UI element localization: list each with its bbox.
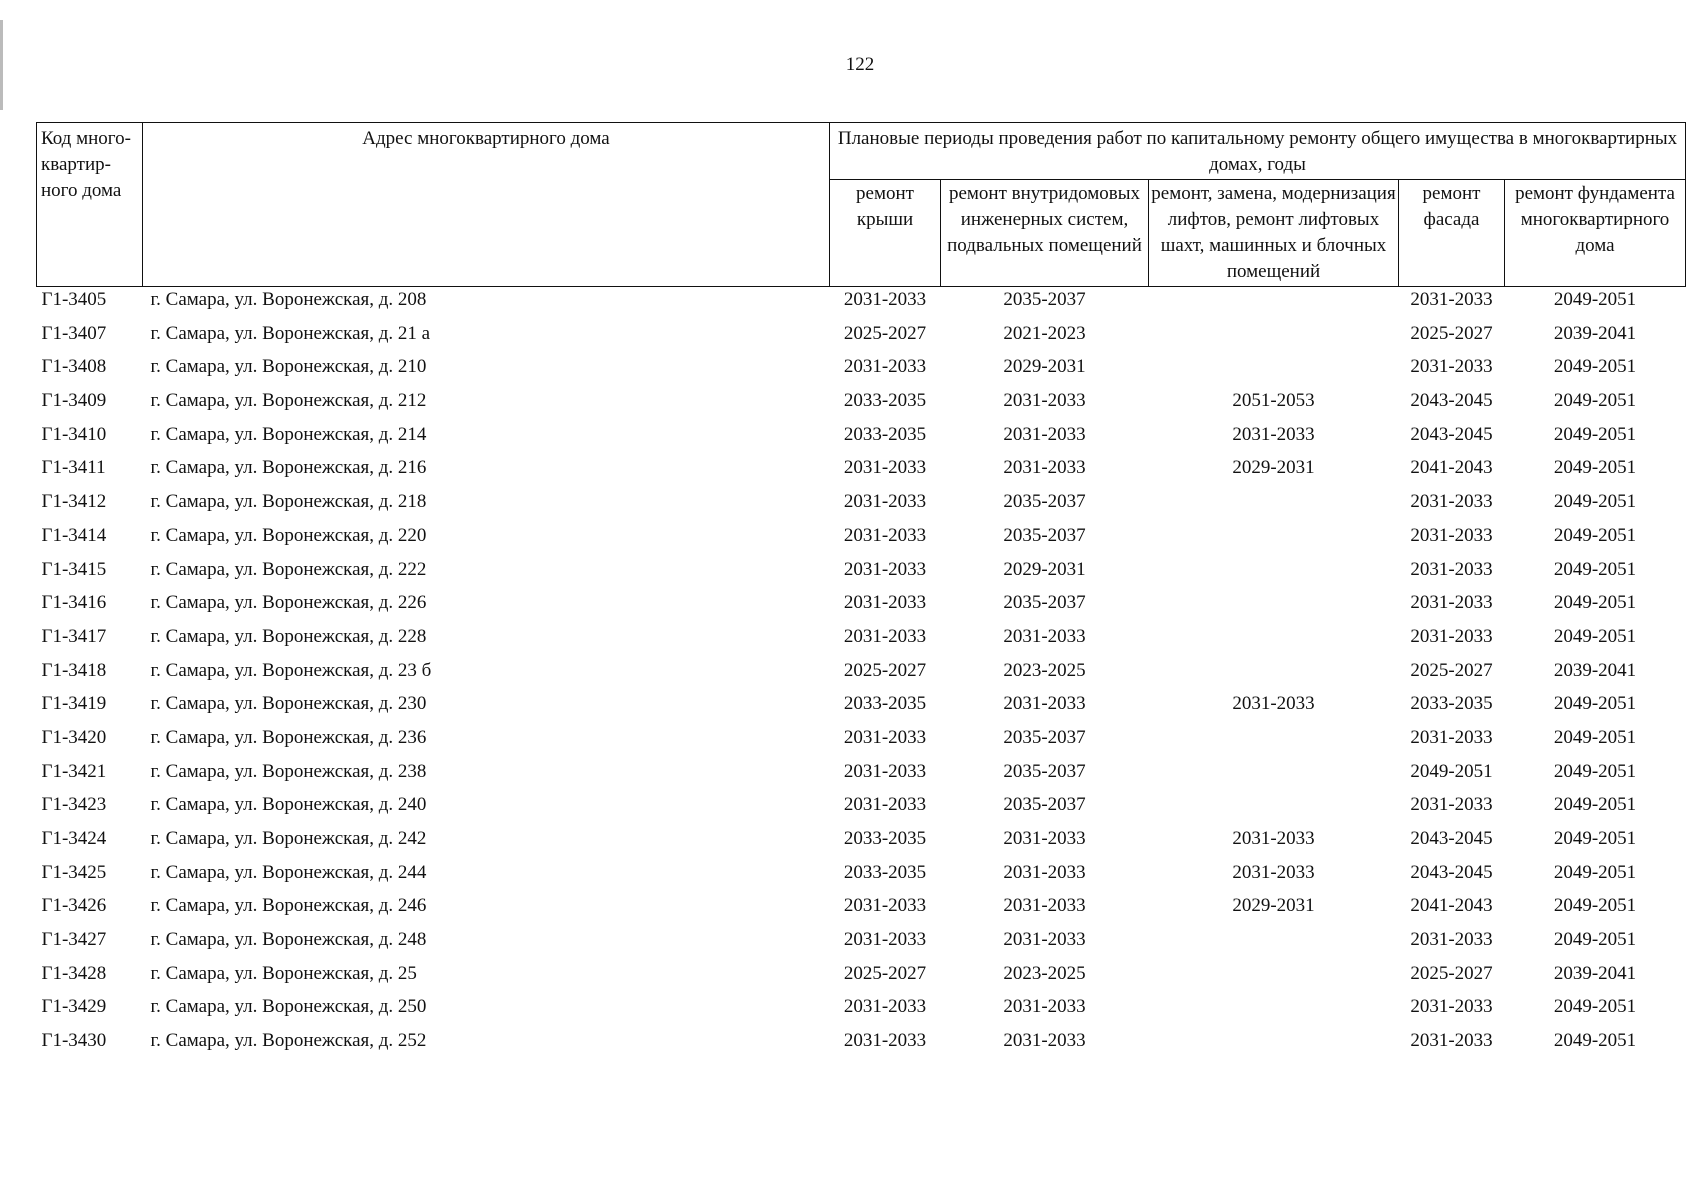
cell-facade: 2031-2033: [1410, 491, 1493, 513]
table-row: [37, 592, 1686, 626]
cell-address: г. Самара, ул. Воронежская, д. 21 а: [150, 322, 431, 344]
table-row: [37, 559, 1686, 593]
cell-facade: 2041-2043: [1410, 895, 1493, 917]
cell-facade: 2043-2045: [1410, 390, 1493, 412]
cell-roof: 2031-2033: [843, 356, 927, 378]
cell-address: г. Самара, ул. Воронежская, д. 222: [150, 558, 427, 580]
table-row: [37, 895, 1686, 929]
cell-systems: 2031-2033: [1003, 861, 1086, 883]
table-row: [37, 323, 1686, 357]
cell-foundation: 2049-2051: [1553, 828, 1637, 849]
cell-elevators: 2029-2031: [1232, 895, 1315, 917]
cell-foundation: 2049-2051: [1553, 390, 1637, 412]
cell-address: г. Самара, ул. Воронежская, д. 246: [150, 895, 427, 917]
cell-foundation: 2049-2051: [1553, 1030, 1637, 1052]
cell-address: г. Самара, ул. Воронежская, д. 238: [150, 760, 427, 782]
cell-facade: 2031-2033: [1410, 1030, 1493, 1052]
cell-code: Г1-3417: [41, 625, 107, 647]
cell-systems: 2035-2037: [1003, 794, 1086, 816]
cell-elevators: [1149, 1030, 1399, 1064]
cell-roof: 2025-2027: [843, 322, 927, 344]
cell-elevators: [1149, 963, 1399, 997]
cell-systems: 2023-2025: [1003, 962, 1086, 984]
cell-foundation: 2039-2041: [1553, 322, 1637, 344]
cell-code: Г1-3407: [41, 322, 107, 344]
cell-systems: 2031-2033: [1003, 390, 1086, 412]
cell-systems: 2031-2033: [1003, 625, 1086, 647]
cell-systems: 2031-2033: [1003, 996, 1086, 1018]
cell-address: г. Самара, ул. Воронежская, д. 210: [150, 356, 427, 378]
capital-repair-schedule-table: [36, 122, 1686, 1064]
cell-roof: 2031-2033: [843, 726, 927, 748]
cell-facade: 2031-2033: [1410, 289, 1493, 310]
cell-facade: 2031-2033: [1410, 929, 1493, 951]
table-row: [37, 424, 1686, 458]
cell-roof: 2031-2033: [843, 625, 927, 647]
cell-elevators: 2029-2031: [1232, 457, 1315, 479]
cell-foundation: 2049-2051: [1553, 693, 1637, 715]
cell-code: Г1-3411: [41, 457, 106, 479]
table-row: [37, 693, 1686, 727]
cell-roof: 2031-2033: [843, 558, 927, 580]
cell-foundation: 2049-2051: [1553, 524, 1637, 546]
column-header-roof: ремонт крыши: [830, 180, 941, 287]
cell-code: Г1-3423: [41, 794, 107, 816]
cell-facade: 2033-2035: [1410, 693, 1493, 715]
cell-facade: 2031-2033: [1410, 592, 1493, 614]
cell-roof: 2033-2035: [843, 693, 927, 715]
cell-address: г. Самара, ул. Воронежская, д. 252: [150, 1030, 427, 1052]
cell-systems: 2031-2033: [1003, 929, 1086, 951]
cell-foundation: 2049-2051: [1553, 289, 1637, 310]
cell-elevators: [1149, 996, 1399, 1030]
cell-roof: 2031-2033: [843, 1030, 927, 1052]
cell-systems: 2035-2037: [1003, 491, 1086, 513]
cell-address: г. Самара, ул. Воронежская, д. 226: [150, 592, 427, 614]
cell-roof: 2033-2035: [843, 861, 927, 883]
cell-address: г. Самара, ул. Воронежская, д. 212: [150, 390, 427, 412]
cell-code: Г1-3416: [41, 592, 107, 614]
table-row: [37, 525, 1686, 559]
cell-elevators: [1149, 727, 1399, 761]
cell-address: г. Самара, ул. Воронежская, д. 218: [150, 491, 427, 513]
cell-elevators: 2031-2033: [1232, 423, 1315, 445]
cell-facade: 2043-2045: [1410, 861, 1493, 883]
cell-facade: 2041-2043: [1410, 457, 1493, 479]
cell-foundation: 2049-2051: [1553, 457, 1637, 479]
cell-systems: 2031-2033: [1003, 423, 1086, 445]
cell-facade: 2043-2045: [1410, 828, 1493, 849]
cell-address: г. Самара, ул. Воронежская, д. 208: [150, 289, 427, 310]
cell-facade: 2031-2033: [1410, 558, 1493, 580]
cell-roof: 2033-2035: [843, 390, 927, 412]
cell-roof: 2031-2033: [843, 457, 927, 479]
column-header-code: Код много-квартир-ного дома: [37, 123, 143, 287]
cell-systems: 2029-2031: [1003, 558, 1086, 580]
table-row: [37, 996, 1686, 1030]
table-row: [37, 727, 1686, 761]
cell-systems: 2031-2033: [1003, 1030, 1086, 1052]
cell-address: г. Самара, ул. Воронежская, д. 230: [150, 693, 427, 715]
column-header-foundation: ремонт фундамента многоквартирного дома: [1505, 180, 1686, 287]
cell-address: г. Самара, ул. Воронежская, д. 25: [150, 962, 417, 984]
cell-facade: 2031-2033: [1410, 625, 1493, 647]
cell-roof: 2031-2033: [843, 996, 927, 1018]
cell-elevators: [1149, 592, 1399, 626]
cell-roof: 2031-2033: [843, 794, 927, 816]
cell-address: г. Самара, ул. Воронежская, д. 242: [150, 828, 427, 849]
cell-foundation: 2049-2051: [1553, 726, 1637, 748]
cell-foundation: 2039-2041: [1553, 962, 1637, 984]
cell-code: Г1-3424: [41, 828, 107, 849]
cell-systems: 2021-2023: [1003, 322, 1086, 344]
cell-code: Г1-3408: [41, 356, 107, 378]
cell-facade: 2031-2033: [1410, 524, 1493, 546]
cell-foundation: 2049-2051: [1553, 861, 1637, 883]
cell-foundation: 2049-2051: [1553, 895, 1637, 917]
cell-roof: 2031-2033: [843, 524, 927, 546]
cell-elevators: 2051-2053: [1232, 390, 1315, 412]
page-number: 122: [845, 54, 875, 75]
cell-facade: 2025-2027: [1410, 322, 1493, 344]
cell-code: Г1-3428: [41, 962, 107, 984]
cell-code: Г1-3415: [41, 558, 107, 580]
cell-elevators: [1149, 491, 1399, 525]
cell-systems: 2031-2033: [1003, 828, 1086, 849]
cell-foundation: 2049-2051: [1553, 558, 1637, 580]
cell-address: г. Самара, ул. Воронежская, д. 23 б: [150, 659, 432, 681]
cell-facade: 2049-2051: [1410, 760, 1493, 782]
cell-roof: 2025-2027: [843, 962, 927, 984]
cell-code: Г1-3421: [41, 760, 107, 782]
table-row: [37, 794, 1686, 828]
cell-roof: 2031-2033: [843, 760, 927, 782]
cell-elevators: [1149, 794, 1399, 828]
column-group-header-periods: Плановые периоды проведения работ по капитальному ремонту общего имущества в многоквартирных домах, годы: [830, 123, 1686, 180]
cell-code: Г1-3412: [41, 491, 107, 513]
table-row: [37, 356, 1686, 390]
cell-elevators: [1149, 929, 1399, 963]
cell-code: Г1-3426: [41, 895, 107, 917]
table-row: [37, 1030, 1686, 1064]
cell-roof: 2031-2033: [843, 592, 927, 614]
cell-code: Г1-3414: [41, 524, 107, 546]
cell-address: г. Самара, ул. Воронежская, д. 250: [150, 996, 427, 1018]
table-row: [37, 929, 1686, 963]
cell-address: г. Самара, ул. Воронежская, д. 228: [150, 625, 427, 647]
table-row: [37, 862, 1686, 896]
cell-elevators: [1149, 287, 1399, 323]
cell-code: Г1-3429: [41, 996, 107, 1018]
cell-code: Г1-3405: [41, 289, 107, 310]
cell-elevators: [1149, 660, 1399, 694]
cell-address: г. Самара, ул. Воронежская, д. 244: [150, 861, 427, 883]
cell-code: Г1-3418: [41, 659, 107, 681]
cell-foundation: 2049-2051: [1553, 929, 1637, 951]
cell-systems: 2035-2037: [1003, 760, 1086, 782]
column-header-address: Адрес многоквартирного дома: [143, 123, 830, 287]
cell-foundation: 2049-2051: [1553, 794, 1637, 816]
cell-roof: 2033-2035: [843, 828, 927, 849]
table-row: [37, 660, 1686, 694]
cell-facade: 2031-2033: [1410, 726, 1493, 748]
cell-facade: 2031-2033: [1410, 356, 1493, 378]
cell-systems: 2031-2033: [1003, 895, 1086, 917]
cell-foundation: 2049-2051: [1553, 625, 1637, 647]
cell-roof: 2031-2033: [843, 929, 927, 951]
column-header-facade: ремонт фасада: [1399, 180, 1505, 287]
cell-systems: 2035-2037: [1003, 726, 1086, 748]
cell-address: г. Самара, ул. Воронежская, д. 248: [150, 929, 427, 951]
table-row: [37, 287, 1686, 323]
cell-address: г. Самара, ул. Воронежская, д. 214: [150, 423, 427, 445]
cell-roof: 2033-2035: [843, 423, 927, 445]
cell-code: Г1-3430: [41, 1030, 107, 1052]
cell-facade: 2043-2045: [1410, 423, 1493, 445]
cell-roof: 2031-2033: [843, 895, 927, 917]
cell-address: г. Самара, ул. Воронежская, д. 240: [150, 794, 427, 816]
cell-code: Г1-3409: [41, 390, 107, 412]
cell-elevators: [1149, 323, 1399, 357]
cell-systems: 2035-2037: [1003, 592, 1086, 614]
cell-foundation: 2049-2051: [1553, 592, 1637, 614]
cell-elevators: [1149, 626, 1399, 660]
cell-systems: 2023-2025: [1003, 659, 1086, 681]
cell-systems: 2031-2033: [1003, 693, 1086, 715]
table-row: [37, 491, 1686, 525]
column-header-elevators: ремонт, замена, модернизация лифтов, ремонт лифтовых шахт, машинных и блочных помещений: [1149, 180, 1399, 287]
cell-roof: 2025-2027: [843, 659, 927, 681]
cell-foundation: 2039-2041: [1553, 659, 1637, 681]
cell-facade: 2025-2027: [1410, 659, 1493, 681]
cell-systems: 2035-2037: [1003, 289, 1086, 310]
cell-code: Г1-3425: [41, 861, 107, 883]
cell-roof: 2031-2033: [843, 491, 927, 513]
cell-facade: 2031-2033: [1410, 996, 1493, 1018]
cell-code: Г1-3419: [41, 693, 107, 715]
table-row: [37, 626, 1686, 660]
cell-code: Г1-3410: [41, 423, 107, 445]
cell-elevators: 2031-2033: [1232, 861, 1315, 883]
cell-elevators: [1149, 559, 1399, 593]
cell-elevators: [1149, 525, 1399, 559]
table-row: [37, 457, 1686, 491]
cell-foundation: 2049-2051: [1553, 760, 1637, 782]
cell-systems: 2029-2031: [1003, 356, 1086, 378]
table-row: [37, 390, 1686, 424]
cell-foundation: 2049-2051: [1553, 996, 1637, 1018]
cell-address: г. Самара, ул. Воронежская, д. 216: [150, 457, 427, 479]
cell-facade: 2031-2033: [1410, 794, 1493, 816]
cell-elevators: 2031-2033: [1232, 828, 1315, 849]
cell-foundation: 2049-2051: [1553, 356, 1637, 378]
cell-facade: 2025-2027: [1410, 962, 1493, 984]
cell-elevators: [1149, 356, 1399, 390]
cell-address: г. Самара, ул. Воронежская, д. 220: [150, 524, 427, 546]
cell-elevators: 2031-2033: [1232, 693, 1315, 715]
table-row: [37, 761, 1686, 795]
cell-systems: 2031-2033: [1003, 457, 1086, 479]
cell-systems: 2035-2037: [1003, 524, 1086, 546]
column-header-systems: ремонт внутридомовых инженерных систем, подвальных помещений: [941, 180, 1149, 287]
cell-code: Г1-3420: [41, 726, 107, 748]
cell-address: г. Самара, ул. Воронежская, д. 236: [150, 726, 427, 748]
cell-code: Г1-3427: [41, 929, 107, 951]
table-row: [37, 828, 1686, 862]
cell-elevators: [1149, 761, 1399, 795]
cell-roof: 2031-2033: [843, 289, 927, 310]
cell-foundation: 2049-2051: [1553, 491, 1637, 513]
table-row: [37, 963, 1686, 997]
cell-foundation: 2049-2051: [1553, 423, 1637, 445]
